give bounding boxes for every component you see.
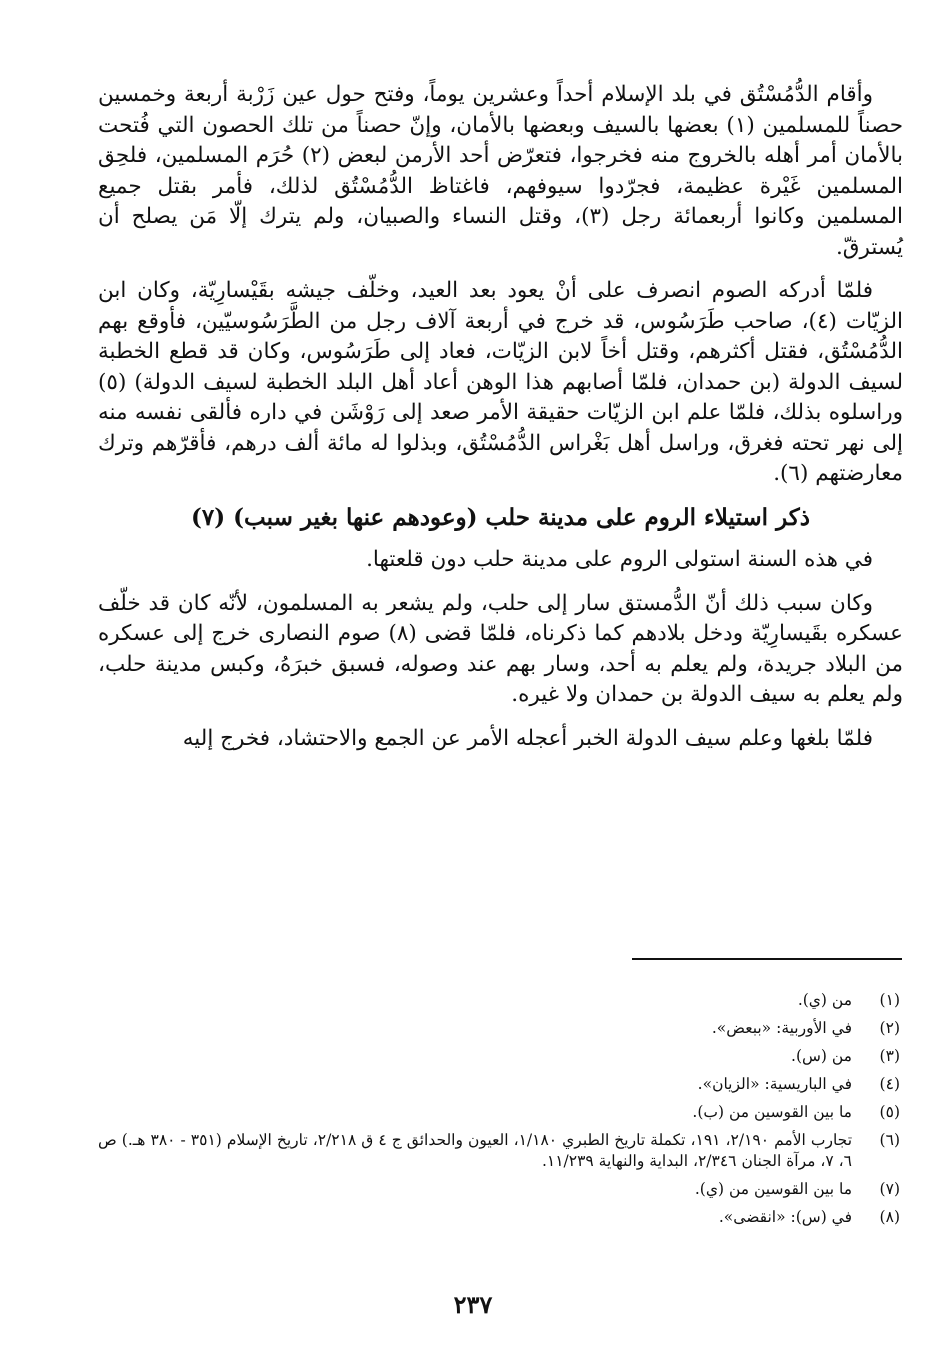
footnote-text: في الباريسية: «الزيان».: [697, 1075, 852, 1093]
footnote-text: تجارب الأمم ٢/١٩٠، ١٩١، تكملة تاريخ الطبري ١/١٨٠، العيون والحدائق ج ٤ ق ٢/٢١٨، تاريخ الإسلام (٣٥١ - ٣٨٠ هـ.) ص ٦، ٧، مرآة الجنان ٢/٣٤٦، البداية والنهاية ١١/٢٣٩.: [98, 1131, 853, 1170]
footnote-item: [98, 1130, 906, 1172]
footnote-item: [98, 990, 906, 1011]
paragraph-1: وأقام الدُّمُسْتُق في بلد الإسلام أحداً وعشرين يوماً، وفتح حول عين زَرْبة أربعة وخمسين حصناً للمسلمين (١) بعضها بالسيف وبعضها بالأمان، وإنّ حصناً من تلك الحصون التي فُتحت بالأمان أمر أهله بالخروج منه فخرجوا، فتعرّض أحد الأرمن لبعض (٢) حُرَم المسلمين، فلحِق المسلمين غَيْرة عظيمة، فجرّدوا سيوفهم، فاغتاظ الدُّمُسْتُق لذلك، فأمر بقتل جميع المسلمين وكانوا أربعمائة رجل (٣)، وقتل النساء والصبيان، ولم يترك إلّا مَن يصلح أن يُسترقّ.: [98, 82, 903, 260]
footnote-item: [98, 1207, 906, 1228]
footnote-item: [98, 1102, 906, 1123]
footnote-number: (٢): [879, 1019, 900, 1037]
footnote-text: في الأوربية: «ببعض».: [711, 1019, 852, 1037]
footnote-number: (٧): [879, 1180, 900, 1198]
footnote-separator: [632, 958, 902, 960]
footnote-item: [98, 1018, 906, 1039]
page-number: ٢٣٧: [453, 1290, 493, 1319]
footnote-item: [98, 1074, 906, 1095]
main-text: [98, 80, 903, 767]
footnote-text: ما بين القوسين من (ي).: [694, 1180, 852, 1198]
footnotes: [98, 990, 906, 1235]
section-heading: ذكر استيلاء الروم على مدينة حلب (وعودهم عنها بغير سبب) (٧): [191, 503, 810, 531]
footnote-number: (٦): [879, 1131, 900, 1149]
footnote-text: من (س).: [791, 1047, 852, 1065]
footnote-number: (١): [879, 991, 900, 1009]
footnote-text: ما بين القوسين من (ب).: [692, 1103, 852, 1121]
paragraph-3: في هذه السنة استولى الروم على مدينة حلب دون قلعتها.: [366, 547, 873, 572]
footnote-number: (٣): [879, 1047, 900, 1065]
footnote-item: [98, 1179, 906, 1200]
footnote-text: من (ي).: [797, 991, 852, 1009]
footnote-item: [98, 1046, 906, 1067]
footnote-number: (٨): [879, 1208, 900, 1226]
paragraph-4: وكان سبب ذلك أنّ الدُّمستق سار إلى حلب، ولم يشعر به المسلمون، لأنّه كان قد خلّف عسكره بقَيسارِيّة ودخل بلادهم كما ذكرناه، فلمّا قضى (٨) صوم النصارى خرج إلى عسكره من البلاد جريدة، ولم يعلم به أحد، وسار بهم عند وصوله، فسبق خبرَهُ، وكبس مدينة حلب، ولم يعلم به سيف الدولة بن حمدان ولا غيره.: [98, 590, 904, 707]
paragraph-5: فلمّا بلغها وعلم سيف الدولة الخبر أعجله الأمر عن الجمع والاحتشاد، فخرج إليه: [182, 725, 873, 751]
paragraph-2: فلمّا أدركه الصوم انصرف على أنْ يعود بعد العيد، وخلّف جيشه بقَيْسارِيّة، وكان ابن الزيّات (٤)، صاحب طَرَسُوس، قد خرج في أربعة آلاف رجل من الطَّرَسُوسيّين، فأوقع بهم الدُّمُسْتُق، فقتل أكثرهم، وقتل أخاً لابن الزيّات، فعاد إلى طَرَسُوس، وكان قد قطع الخطبة لسيف الدولة (بن حمدان، فلمّا أصابهم هذا الوهن أعاد أهل البلد الخطبة لسيف الدولة) (٥) وراسلوه بذلك، فلمّا علم ابن الزيّات حقيقة الأمر صعد إلى رَوْشَن في داره فألقى نفسه منه إلى نهر تحته فغرق، وراسل أهل بَغْراس الدُّمُسْتُق، وبذلوا له مائة ألف درهم، فأقرّهم وترك معارضتهم (٦).: [98, 278, 903, 486]
footnote-number: (٥): [879, 1103, 900, 1121]
footnote-text: في (س): «انقضى».: [718, 1208, 852, 1226]
footnote-number: (٤): [879, 1075, 900, 1093]
